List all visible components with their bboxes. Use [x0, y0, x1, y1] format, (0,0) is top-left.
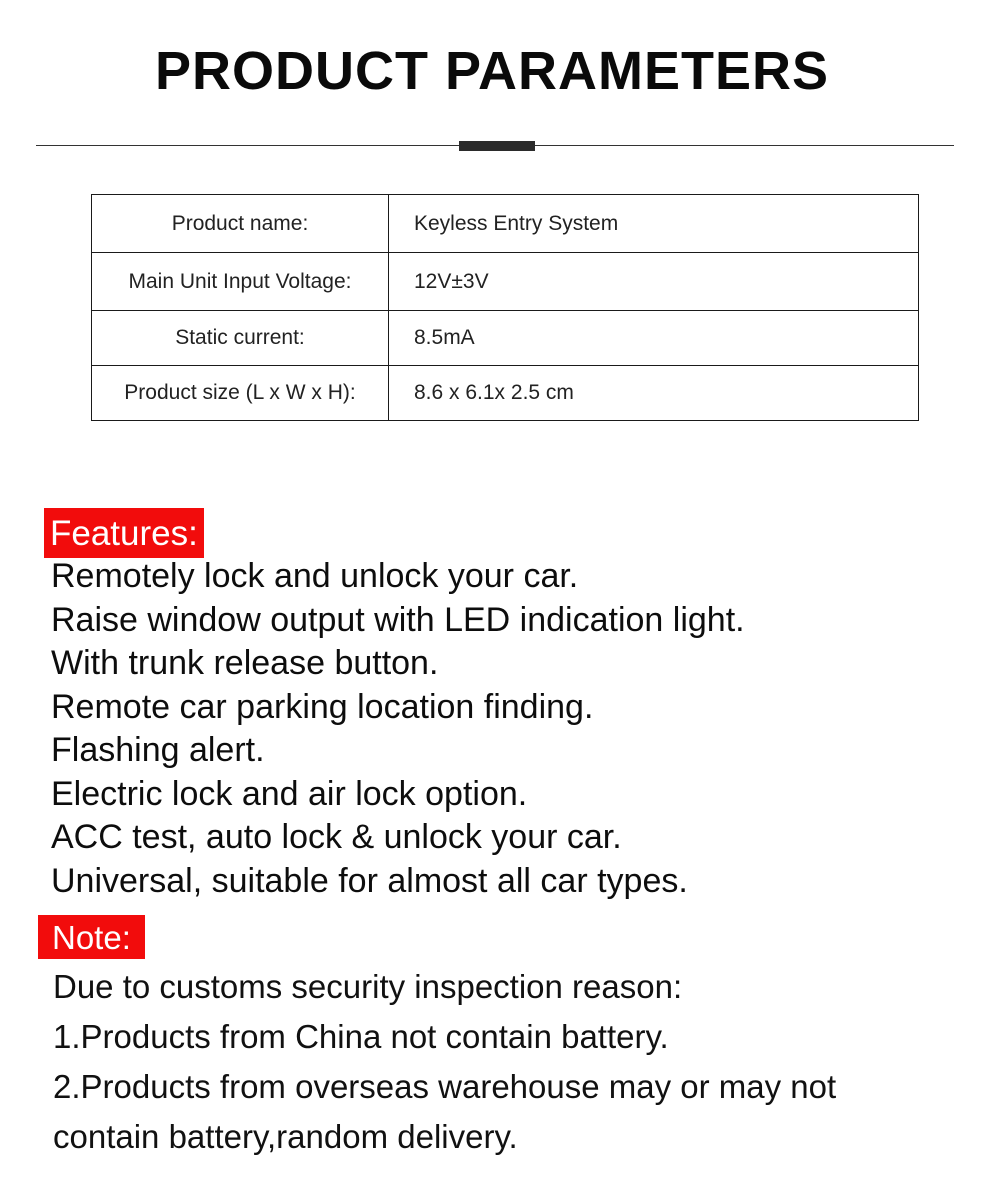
parameters-table [91, 194, 919, 421]
note-line: contain battery,random delivery. [53, 1118, 518, 1155]
list-item: ACC test, auto lock & unlock your car. [51, 818, 622, 856]
table-row [92, 311, 919, 366]
list-item: Universal, suitable for almost all car types. [51, 861, 688, 900]
param-value: 12V±3V [389, 253, 919, 311]
note-line: 2.Products from overseas warehouse may or may not [53, 1068, 837, 1105]
note-line: Due to customs security inspection reason: [53, 968, 683, 1005]
param-label: Product size (L x W x H): [92, 366, 389, 421]
list-item: Electric lock and air lock option. [51, 774, 528, 813]
note-line: 1.Products from China not contain battery. [53, 1018, 669, 1055]
table-row [92, 253, 919, 311]
param-label: Main Unit Input Voltage: [92, 253, 389, 311]
param-value: 8.6 x 6.1x 2.5 cm [389, 366, 919, 421]
list-item: Remote car parking location finding. [51, 687, 594, 726]
table-row [92, 366, 919, 421]
title-divider-accent [459, 141, 535, 151]
table-row [92, 195, 919, 253]
param-label: Product name: [92, 195, 389, 253]
param-value: Keyless Entry System [389, 195, 919, 253]
list-item: Remotely lock and unlock your car. [51, 557, 579, 595]
page-title: PRODUCT PARAMETERS [154, 41, 829, 101]
features-heading: Features: [44, 508, 204, 558]
list-item: Flashing alert. [51, 731, 265, 769]
features-list [51, 555, 745, 903]
list-item: With trunk release button. [51, 644, 439, 682]
list-item: Raise window output with LED indication light. [51, 600, 745, 639]
param-label: Static current: [92, 311, 389, 366]
param-value: 8.5mA [389, 311, 919, 366]
note-text [53, 962, 836, 1162]
note-heading: Note: [38, 915, 145, 959]
